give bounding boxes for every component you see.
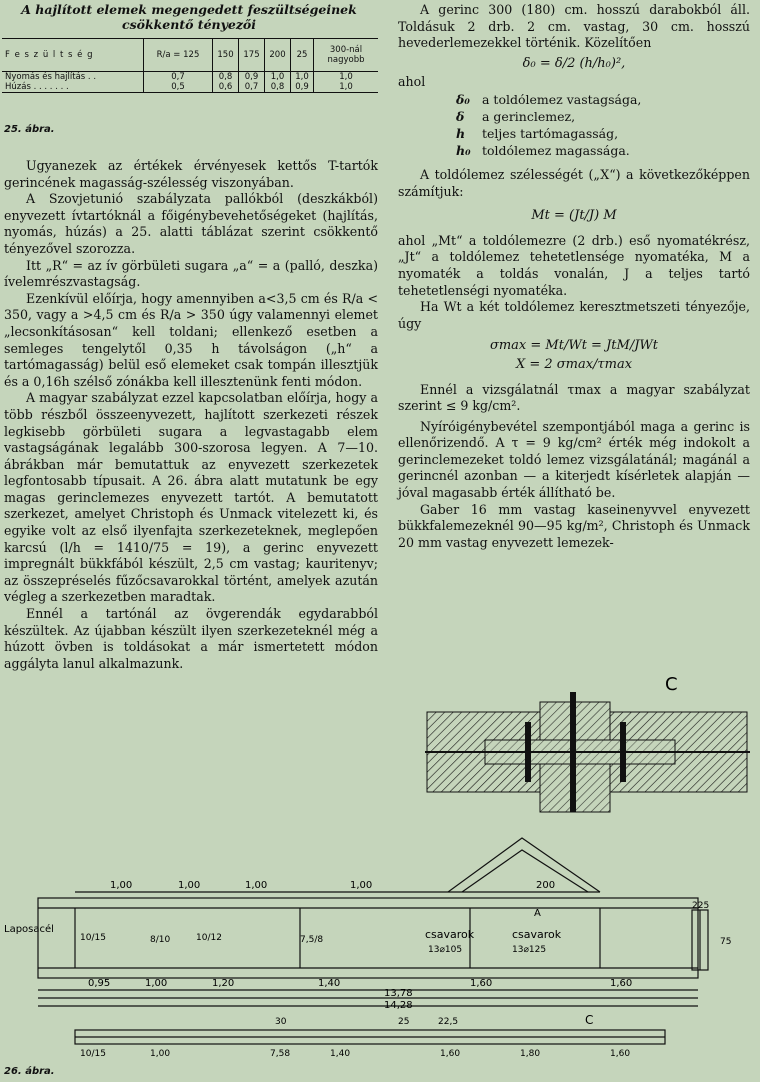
- header-ratio: R/a = 125: [144, 39, 213, 71]
- bolt: [620, 722, 626, 782]
- paragraph: Gaber 16 mm vastag kaseinenyvvel enyvezett bükkfalemezeknél 90—95 kg/m², Christoph és Unmack 20 mm vastag enyvezett lemezek-: [398, 501, 750, 550]
- legend-item: [456, 125, 750, 142]
- left-column: [4, 158, 378, 672]
- formula-x: X = 2 σmax/τmax: [515, 356, 633, 372]
- dim-label: 1,00: [245, 880, 268, 891]
- header-stress: F e s z ü l t s é g: [5, 49, 94, 60]
- section-label: 7,5/8: [300, 935, 324, 945]
- legend-text: teljes tartómagasság,: [482, 125, 619, 141]
- legend-item: [456, 108, 750, 125]
- bolt: [570, 692, 576, 812]
- dim-label: 1,60: [470, 978, 493, 989]
- table-caption: 25. ábra.: [4, 124, 55, 135]
- dim-label: 1,60: [610, 1049, 631, 1059]
- label-csavarok: csavarok: [425, 928, 475, 941]
- legend-text: a gerinclemez,: [482, 108, 576, 124]
- table-row: [2, 82, 378, 92]
- dim-label: 0,95: [88, 978, 111, 989]
- dim-label: 25: [398, 1017, 410, 1027]
- table-cell: 1,0: [314, 71, 379, 82]
- dim-label: 1,00: [350, 880, 373, 891]
- legend-text: toldólemez magassága.: [482, 142, 630, 158]
- dim-label: 1,80: [520, 1049, 541, 1059]
- paragraph: A toldólemez szélességét („X“) a következőképpen számítjuk:: [398, 166, 750, 199]
- girder-drawing: [0, 830, 760, 1060]
- paragraph: Itt „R“ = az ív görbületi sugara „a“ = a (palló, deszka) ívelemrészvastagság.: [4, 257, 378, 290]
- label-laposacel: Laposacél: [4, 924, 54, 935]
- table-cell: 0,5: [144, 82, 213, 92]
- dim-label: 1,20: [212, 978, 235, 989]
- table-cell: 0,7: [144, 71, 213, 82]
- col-300: 300-nál nagyobb: [314, 39, 379, 71]
- dim-label: 1,60: [610, 978, 633, 989]
- row-label: Húzás . . . . . . .: [5, 81, 69, 92]
- table-cell: 0,8: [265, 82, 291, 92]
- ahol-label: ahol: [398, 74, 426, 90]
- table-cell: 0,6: [213, 82, 239, 92]
- dim-label: 1,40: [330, 1049, 351, 1059]
- dim-label: 30: [275, 1017, 287, 1027]
- paragraph: Ennél a vizsgálatnál τmax a magyar szabályzat szerint ≤ 9 kg/cm².: [398, 381, 750, 414]
- table-cell: 0,8: [213, 71, 239, 82]
- paragraph: A magyar szabályzat ezzel kapcsolatban előírja, hogy a több részből összeenyvezett, hajlított szerkezeti részek legkisebb görbületi sugara a legvastagabb elem vastagságának legalább 300-szorosa legyen. A 7—10. ábrákban már bemutattuk az enyvezett szerkezetek legfontosabb típusait. A 26. ábra alatt mutatunk be egy magas gerinclemezes enyvezett tartót. A bemutatott szerkezet, amelyet Christoph és Unmack vitelezett ki, és egyike volt az első ilyenfajta szerkezeteknek, meglepően karcsú (l/h = 1410/75 = 19), a gerinc enyvezett impregnált bükkfából készült, 2,5 cm vastag; kauritenyv; az összepréselés fűzőcsavarokkal történt, amelyek azután végleg a szerkezetben maradtak.: [4, 390, 378, 605]
- legend-item: [456, 91, 750, 108]
- legend-symbol: δ: [456, 108, 465, 124]
- dim-label: 1,00: [178, 880, 201, 891]
- paragraph: ahol „Mt“ a toldólemezre (2 drb.) eső nyomatékrész, „Jt“ a toldólemez tehetetlensége nyomatéka, M a nyomaték a toldás vonalán, J a teljes tartó tehetetlenségi nyomatéka.: [398, 232, 750, 298]
- dim-label: 1,00: [150, 1049, 171, 1059]
- dim-label: 75: [720, 937, 732, 947]
- label-c: C: [585, 1013, 594, 1027]
- paragraph: Ezenkívül előírja, hogy amennyiben a<3,5 cm és R/a < 350, vagy a >4,5 cm és R/a > 350 úgy valamennyi elemet „lecsonkításosan“ kell toldani; ellenkező esetben a semleges tengelytől 0,35 h távolságon („h“ a tartómagasság) belül eső elemeket csak tompán illesztjük és a 0,16h szélső zónákba kell illesztenünk fenti módon.: [4, 290, 378, 389]
- row-label: Nyomás és hajlítás . .: [5, 71, 97, 82]
- col-25: 25: [291, 39, 314, 71]
- table-cell: 0,9: [291, 82, 314, 92]
- paragraph: Ugyanezek az értékek érvényesek kettős T-tartók gerincének magasság-szélesség viszonyában.: [4, 158, 378, 190]
- formula-delta: δ₀ = δ/2 (h/h₀)²,: [522, 55, 626, 71]
- formula-sigma: σmax = Mt/Wt = JtM/JWt: [489, 338, 659, 354]
- col-200: 200: [265, 39, 291, 71]
- col-150: 150: [213, 39, 239, 71]
- paragraph: A gerinc 300 (180) cm. hosszú darabokból áll. Toldásuk 2 drb. 2 cm. vastag, 30 cm. hosszú hevederlemezekkel történik. Közelítően: [398, 2, 750, 51]
- legend-symbol: δ₀: [456, 91, 470, 107]
- dim-label: 225: [692, 901, 710, 911]
- detail-label-c: C: [665, 674, 678, 695]
- paragraph: Ennél a tartónál az övgerendák egydarabból készültek. Az újabban készült ilyen szerkezeteknél még a húzott övben is toldásokat a már ismertetett módon aggályta lanul alkalmazunk.: [4, 606, 378, 671]
- dim-label: 1,00: [145, 978, 168, 989]
- dim-label: 22,5: [438, 1017, 459, 1027]
- dim-label: 1,40: [318, 978, 341, 989]
- dim-label: 14,28: [384, 1000, 413, 1011]
- figure-caption: 26. ábra.: [4, 1066, 55, 1077]
- section-label: 10/12: [196, 933, 222, 943]
- right-column: [398, 2, 750, 551]
- table-cell: 1,0: [314, 82, 379, 92]
- formula-mt: Mt = (Jt/J) M: [531, 208, 617, 224]
- symbol-legend: [456, 91, 750, 159]
- section-label: 13⌀105: [428, 945, 463, 955]
- legend-text: a toldólemez vastagsága,: [482, 91, 642, 107]
- paragraph: Ha Wt a két toldólemez keresztmetszeti tényezője, úgy: [398, 299, 750, 331]
- table-cell: 0,7: [239, 82, 265, 92]
- legend-symbol: h₀: [456, 142, 471, 158]
- table-row: [2, 71, 378, 82]
- dim-label: 1,60: [440, 1049, 461, 1059]
- joint-detail-drawing: [425, 672, 755, 822]
- table-cell: 1,0: [265, 71, 291, 82]
- table-title: A hajlított elemek megengedett feszültségeinek csökkentő tényezői: [21, 2, 357, 32]
- section-label: 13⌀125: [512, 945, 547, 955]
- legend-symbol: h: [456, 125, 466, 141]
- dim-label: 13,78: [384, 988, 413, 999]
- stress-table: [2, 38, 378, 93]
- dim-label: 10/15: [80, 1049, 106, 1059]
- bolt: [525, 722, 531, 782]
- legend-item: [456, 142, 750, 159]
- section-label: 10/15: [80, 933, 106, 943]
- table-cell: 1,0: [291, 71, 314, 82]
- dim-label: 1,00: [110, 880, 133, 891]
- paragraph: Nyíróigénybevétel szempontjából maga a gerinc is ellenőrizendő. A τ = 9 kg/cm² érték még indokolt a gerinclemezeket toldó lemez vizsgálatánál; magánál a gerincnél azonban — a kiterjedt kísérletek alapján — jóval magasabb érték állítható be.: [398, 418, 750, 501]
- section-label: 8/10: [150, 935, 171, 945]
- label-csavarok: csavarok: [512, 928, 562, 941]
- dim-label: 7,58: [270, 1049, 291, 1059]
- col-175: 175: [239, 39, 265, 71]
- label-a: A: [534, 908, 541, 919]
- dim-label: 200: [536, 880, 556, 891]
- table-cell: 0,9: [239, 71, 265, 82]
- paragraph: A Szovjetunió szabályzata pallókból (deszkákból) enyvezett ívtartóknál a főigénybevehetőségeket (hajlítás, nyomás, húzás) a 25. alatti táblázat szerint csökkentő tényezővel szorozza.: [4, 191, 378, 256]
